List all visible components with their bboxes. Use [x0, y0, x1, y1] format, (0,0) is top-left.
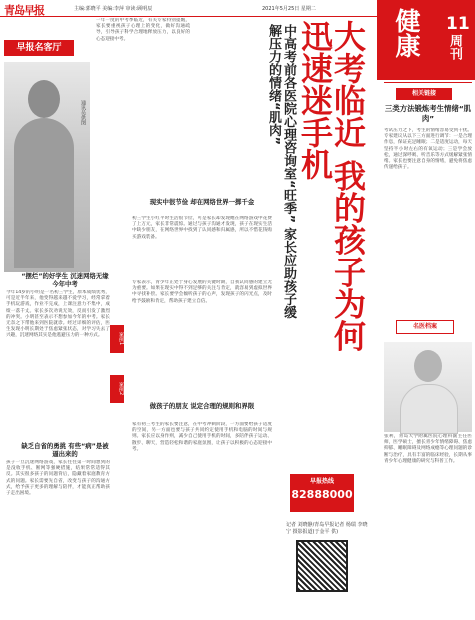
case-tag-1: 案例1 [110, 325, 124, 353]
subhead-4: 做孩子的朋友 说定合理的规则和界限 [149, 402, 255, 410]
subhead-3: 现实中很节俭 却在网络世界一掷千金 [149, 198, 255, 206]
hotline-number: 82888000 [291, 488, 353, 501]
editors-line: 主编:郭晓平 美编:李萍 审读:顾明辰 [74, 6, 153, 12]
reporter-banner: 早报名客厅 [4, 40, 74, 56]
related-title: 三类方法锻炼考生情绪“肌肉” [384, 104, 472, 123]
related-body: 考试压力之下，考生的情绪容易受到干扰。专家建议从以下三方面进行调节：一是合理作息，保证充足睡眠；二是适度运动，每天坚持半小时左右的有氧运动；三是学会放松，通过深呼吸、听音乐等方式缓解紧张情绪。家长也要注意自身的情绪，避免将焦虑传递给孩子。 [384, 128, 472, 171]
main-headline: 大考临近 我的孩子为何迅速迷手机 [296, 20, 367, 352]
sub-headline: 中高考前各医院心理咨询室“旺季” 家长应助孩子缓解压力的情绪“肌肉” [266, 24, 296, 319]
photo-credit: 通讯员供图 [80, 100, 86, 125]
qr-code [296, 540, 348, 592]
doctor-banner: 名医档案 [396, 320, 454, 334]
intro-text: 一年一度的中考季临近，有关专家特别提醒，家长要重视孩子心理上的变化，做好沟通疏导，引导孩子科学合理地释放压力，以良好的心态迎接中考。 [96, 18, 190, 42]
section-name: 健康 [392, 8, 421, 58]
photo-figure-head [28, 80, 60, 118]
newspaper-logo: 青岛早报 [4, 4, 44, 17]
article-credits: 记者 刘晓静/青岛早报记者 杨瑞 李晓宁 摄影报道(于金平 供) [286, 522, 368, 535]
middle-text-1: 初三学生小红平时生活很节俭，可是家长却发现她在网络游戏中花费了上万元，家长非常震惊。通过与孩子沟通才发现，孩子在现实生活中缺少朋友，在网络世界中找到了认同感和归属感，所以不惜花钱购买游戏装备。 [132, 216, 272, 240]
subhead-1: “摆烂”的好学生 沉迷网络无缘今年中考 [21, 272, 109, 288]
hotline-label: 早报热线 [309, 478, 334, 485]
body-text-1: 今年14岁的小明是一名初三学生，原本成绩优秀，可是近半年来，他变得越来越不爱学习，经常拿着手机玩游戏，作业不完成，上课注意力不集中，成绩一落千丈。家长多次劝说无效，反而引发了激烈的冲突。小明甚至表示不想参加今年的中考。家长无奈之下带他来到医院就诊。经过详细的评估，医生发现小明长期处于焦虑紧张状态，对学习失去了兴趣，沉迷网络其实是他逃避压力的一种方式。 [6, 290, 110, 339]
middle-text-2: 专家表示，青少年正处于身心发展的关键时期，自我认同感的建立尤为重要。如果在现实中得不到足够的关注与肯定，就容易到虚拟世界中寻找补偿。家长要学会倾听孩子的心声，发现孩子的闪光点，及时给予鼓励和肯定，帮助孩子建立自信。 [132, 280, 272, 304]
case-tag-2: 案例2 [110, 375, 124, 403]
divider [384, 82, 472, 83]
issue-label: 周刊 [447, 34, 462, 60]
subhead-2: 缺乏自省的勇挑 有些“病”是被逼出来的 [21, 442, 109, 458]
doctor-bio: 张利，青岛大学附属医院心理科副主任医师，医学硕士，擅长青少年情绪障碍、焦虑抑郁、睡眠障碍及网络成瘾等心理问题的诊断与治疗，具有丰富的临床经验，长期从事青少年心理健康的研究与科普工作。 [384, 434, 472, 464]
body-text-2: 孩子一旦沉迷网络游戏，家长往往第一时间想到的是没收手机、断网等强硬措施，结果常常适得其反。其实很多孩子的问题背后，隐藏着家庭教育方式的问题。家长需要先自省，改变与孩子的沟通方式，给予孩子更多的理解与陪伴，才能真正帮助孩子走出困境。 [6, 460, 110, 497]
photo-figure-body [14, 118, 74, 268]
doctor-figure-body [400, 384, 458, 434]
related-banner: 相关链接 [396, 88, 452, 100]
publication-date: 2021年5月25日 星期二 [262, 6, 316, 12]
middle-text-3: 家有初三考生的家长要注意，在中考冲刺阶段，一方面要给孩子适度的空间，另一方面也要与孩子共同约定使用手机和电脑的时间与规则。家长应以身作则，减少自己使用手机的时间，多陪伴孩子运动、散步、聊天，营造轻松和谐的家庭氛围，让孩子以积极的心态迎接中考。 [132, 422, 272, 452]
page-number: 11 [446, 14, 470, 34]
doctor-figure-head [414, 350, 442, 382]
